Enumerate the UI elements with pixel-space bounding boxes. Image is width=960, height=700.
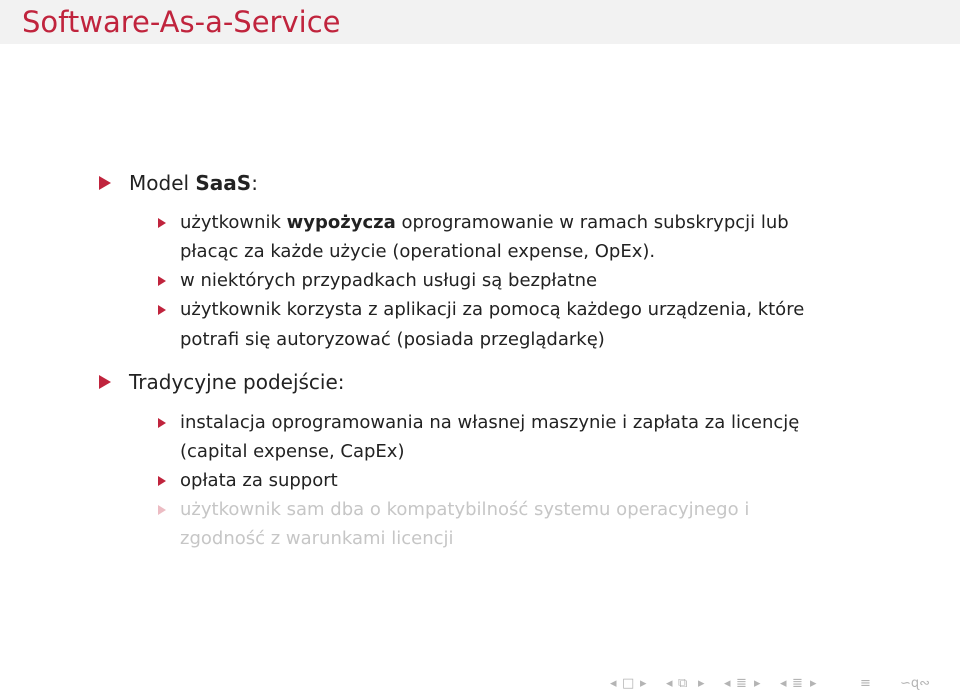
bullet-triangle-icon xyxy=(158,218,166,228)
nav-next-subsec-icon[interactable]: ▸ xyxy=(810,676,817,691)
bullet-triangle-icon xyxy=(158,305,166,315)
nav-next-section-icon[interactable]: ▸ xyxy=(754,676,761,691)
bullet-triangle-icon xyxy=(158,476,166,486)
frame-title-bar xyxy=(0,0,960,44)
saas-item-3-line-1: użytkownik korzysta z aplikacji za pomocą każdego urządzenia, które xyxy=(180,299,805,320)
saas-item-1-line-2: płacąc za każde użycie (operational expense, OpEx). xyxy=(180,241,656,262)
bullet-triangle-icon xyxy=(158,505,166,515)
saas-item-1-bold: wypożycza xyxy=(286,212,396,233)
traditional-item-3-line-1: użytkownik sam dba o kompatybilność systemu operacyjnego i xyxy=(180,499,750,520)
nav-subsection-icon[interactable]: ⧉ xyxy=(678,676,688,691)
nav-search-icon[interactable]: ∽ɋ∾ xyxy=(900,676,931,691)
nav-prev-section-icon[interactable]: ◂ xyxy=(724,676,731,691)
saas-item-3-line-2: potrafi się autoryzować (posiada przeglądarkę) xyxy=(180,329,605,350)
saas-item-1-line-1 xyxy=(180,208,789,237)
nav-next-subsection-icon[interactable]: ▸ xyxy=(698,676,705,691)
nav-next-frame-icon[interactable]: ▸ xyxy=(640,676,647,691)
bullet-triangle-icon xyxy=(99,375,111,389)
saas-item-1-pre: użytkownik xyxy=(180,212,287,233)
navigation-bar xyxy=(610,674,960,694)
section-traditional-heading: Tradycyjne podejście: xyxy=(129,370,345,394)
nav-frame-icon[interactable]: □ xyxy=(622,676,635,691)
saas-heading-pre: Model xyxy=(129,171,196,195)
nav-prev-subsection-icon[interactable]: ◂ xyxy=(666,676,673,691)
traditional-item-3-line-2: zgodność z warunkami licencji xyxy=(180,528,454,549)
bullet-triangle-icon xyxy=(158,418,166,428)
bullet-triangle-icon xyxy=(158,276,166,286)
saas-item-2-line-1: w niektórych przypadkach usługi są bezpłatne xyxy=(180,270,598,291)
nav-prev-frame-icon[interactable]: ◂ xyxy=(610,676,617,691)
bullet-triangle-icon xyxy=(99,176,111,190)
saas-heading-bold: SaaS xyxy=(195,171,252,195)
traditional-item-1-line-1: instalacja oprogramowania na własnej maszynie i zapłata za licencję xyxy=(180,412,800,433)
section-saas-heading xyxy=(129,170,258,196)
saas-heading-post: : xyxy=(251,171,258,195)
nav-prev-subsec-icon[interactable]: ◂ xyxy=(780,676,787,691)
traditional-item-1-line-2: (capital expense, CapEx) xyxy=(180,441,405,462)
nav-section-icon[interactable]: ≣ xyxy=(736,676,747,691)
nav-subsec-icon[interactable]: ≣ xyxy=(792,676,803,691)
nav-align-icon[interactable]: ≡ xyxy=(860,676,871,691)
traditional-item-2-line-1: opłata za support xyxy=(180,470,338,491)
saas-item-1-post: oprogramowanie w ramach subskrypcji lub xyxy=(395,212,789,233)
frame-title: Software-As-a-Service xyxy=(22,5,341,39)
